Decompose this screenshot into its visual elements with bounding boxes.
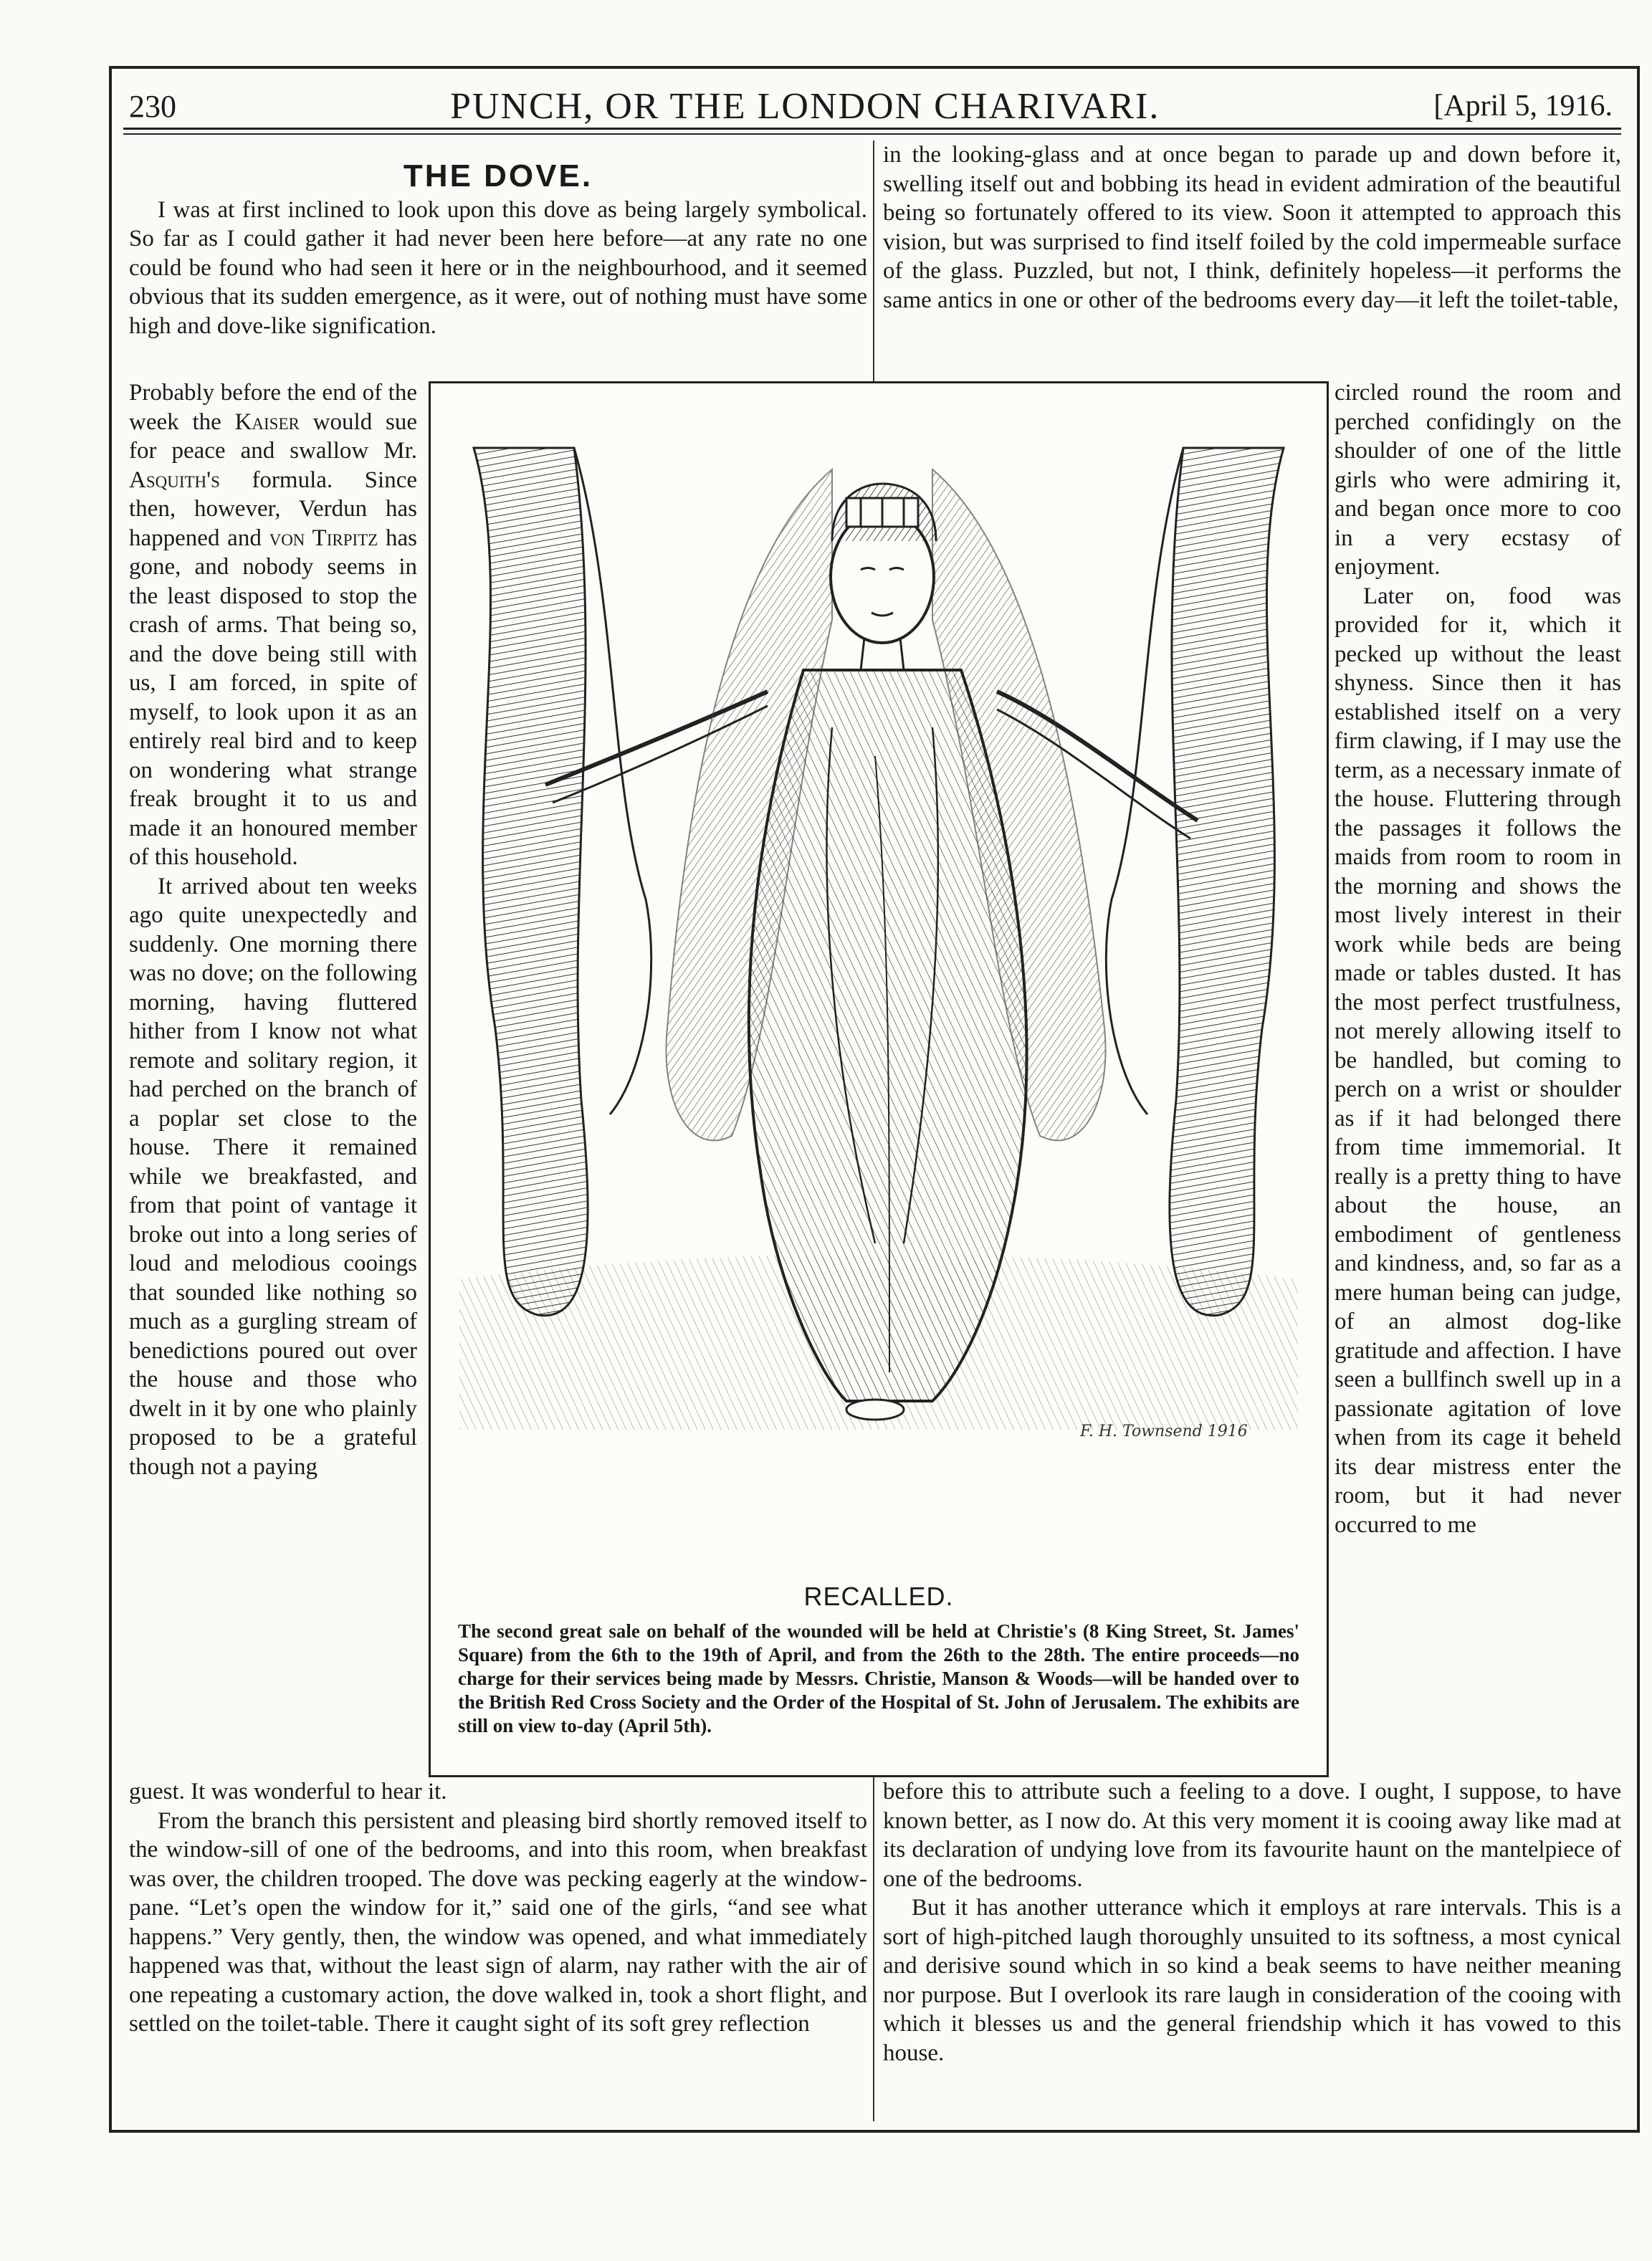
paragraph: circled round the room and perched confidingly on the shoulder of one of the little girls who were admiring it, and began once more to coo in a very ecstasy of enjoyment. (1335, 380, 1621, 580)
article-title: THE DOVE. (403, 158, 593, 193)
paragraph: before this to attribute such a feeling to a dove. I ought, I suppose, to have known better, as I now do. At this very moment it is cooing away like mad at its declaration of undying love from its favourite haunt on the mantelpiece of one of the bedrooms. (883, 1779, 1621, 1892)
article-bottom-left (129, 1777, 867, 2039)
masthead: PUNCH, OR THE LONDON CHARIVARI. (449, 85, 1160, 127)
right-curtain (1170, 448, 1284, 1316)
left-curtain (474, 448, 588, 1316)
paragraph: I was at first inclined to look upon this dove as being largely symbolical. So far as I could gather it had never been here before—at any rate no one could be found who had seen it here or in the neighbourhood, and it seemed obvious that its sudden emergence, as it were, out of nothing must have some high and dove-like signification. (129, 196, 867, 339)
figure-foot (846, 1400, 904, 1420)
paragraph: But it has another utterance which it employs at rare intervals. This is a sort of high-pitched laugh thoroughly unsuited to its softness, a most cynical and derisive sound which in so kind a beak seems to have neither meaning nor purpose. But I overlook its rare laugh in consideration of the cooing with which it blesses us and the general friendship which it has vowed to this house. (883, 1895, 1621, 2066)
paragraph: in the looking-glass and at once began to parade up and down before it, swelling itself out and bobbing its head in evident admiration of the beautiful being so fortunately offered to its view. Soon it attempted to approach this vision, but was surprised to find itself foiled by the cold impermeable surface of the glass. Puzzled, but not, I think, definitely hopeless—it performs the same antics in one or other of the bedrooms every day—it left the toilet-table, (883, 142, 1621, 313)
artist-signature: F. H. Townsend 1916 (1080, 1423, 1248, 1440)
paragraph: It arrived about ten weeks ago quite unexpectedly and suddenly. One morning there was no dove; on the following morning, having fluttered hither from I know not what remote and solitary region, it had perched on the branch of a poplar set close to the house. There it remained while we breakfasted, and from that point of vantage it broke out into a long series of loud and melodious cooings that sounded like nothing so much as a gurgling stream of benedictions poured out over the house and those who dwelt in it by one who plainly proposed to be a grateful though not a paying (129, 873, 417, 1480)
name-asquith: Asquith's (129, 467, 220, 493)
paragraph: Probably before the end of the week the Kaiser would sue for peace and swallow Mr. Asquith's formula. Since then, however, Verdun has happened and von Tirpitz has gone, and nobody seems in the least disposed to stop the crash of arms. That being so, and the dove being still with us, I am forced, in spite of myself, to look upon it as an entirely real bird and to keep on wondering what strange freak brought it to us and made it an honoured member of this household. (129, 380, 417, 870)
header-rule-thin (123, 133, 1621, 135)
paragraph: From the branch this persistent and pleasing bird shortly removed itself to the window-sill of one of the bedrooms, and into this room, when breakfast was over, the children trooped. The dove was pecking eagerly at the window-pane. “Let’s open the window for it,” said one of the girls, “and see what happens.” Very gently, then, the window was opened, and what immediately happened was that, without the least sign of alarm, nay rather with the air of one repeating a customary action, the dove walked in, took a short flight, and settled on the toilet-table. There it caught sight of its soft grey reflection (129, 1807, 867, 2037)
page-number: 230 (129, 88, 176, 124)
cartoon-illustration (429, 381, 1329, 1777)
paragraph: guest. It was wonderful to hear it. (129, 1779, 447, 1805)
article-top-left (129, 140, 867, 340)
article-bottom-right (883, 1777, 1621, 2068)
page-header (129, 77, 1613, 135)
column-divider-bottom (873, 1777, 874, 2121)
article-narrow-left (129, 378, 417, 1481)
name-tirpitz: von Tirpitz (269, 525, 378, 551)
cartoon-title: RECALLED. (803, 1582, 954, 1611)
issue-date: [April 5, 1916. (1433, 90, 1613, 123)
header-rule (123, 128, 1621, 130)
paragraph: Later on, food was provided for it, which it pecked up without the least shyness. Since then it has established itself on a very firm clawing, if I may use the term, as a necessary inmate of the house. Fluttering through the passages it follows the maids from room to room in the morning and shows the most lively interest in their work while beds are being made or tables dusted. It has the most perfect trustfulness, not merely allowing itself to be handled, but coming to perch on a wrist or shoulder as if it had belonged there from time immemorial. It really is a pretty thing to have about the house, an embodiment of gentleness and kindness, and, so far as a mere human being can judge, of an almost dog-like gratitude and affection. I have seen a bullfinch swell up in a passionate agitation of love when from its cage it beheld its dear mistress enter the room, but it had never occurred to me (1335, 583, 1621, 1538)
article-narrow-right (1335, 378, 1621, 1539)
article-top-right (883, 140, 1621, 315)
column-divider-top (873, 140, 874, 381)
cartoon-drawing (431, 383, 1327, 1573)
name-kaiser: Kaiser (234, 408, 300, 435)
cartoon-caption: The second great sale on behalf of the wounded will be held at Christie's (8 King Street, St. James' Square) from the 6th to the 19th of April, and from the 26th to the 28th. The entire proceeds—no charge for their services being made by Messrs. Christie, Manson & Woods—will be handed over to the British Red Cross Society and the Order of the Hospital of St. John of Jerusalem. The exhibits are still on view to-day (April 5th). (458, 1620, 1299, 1736)
